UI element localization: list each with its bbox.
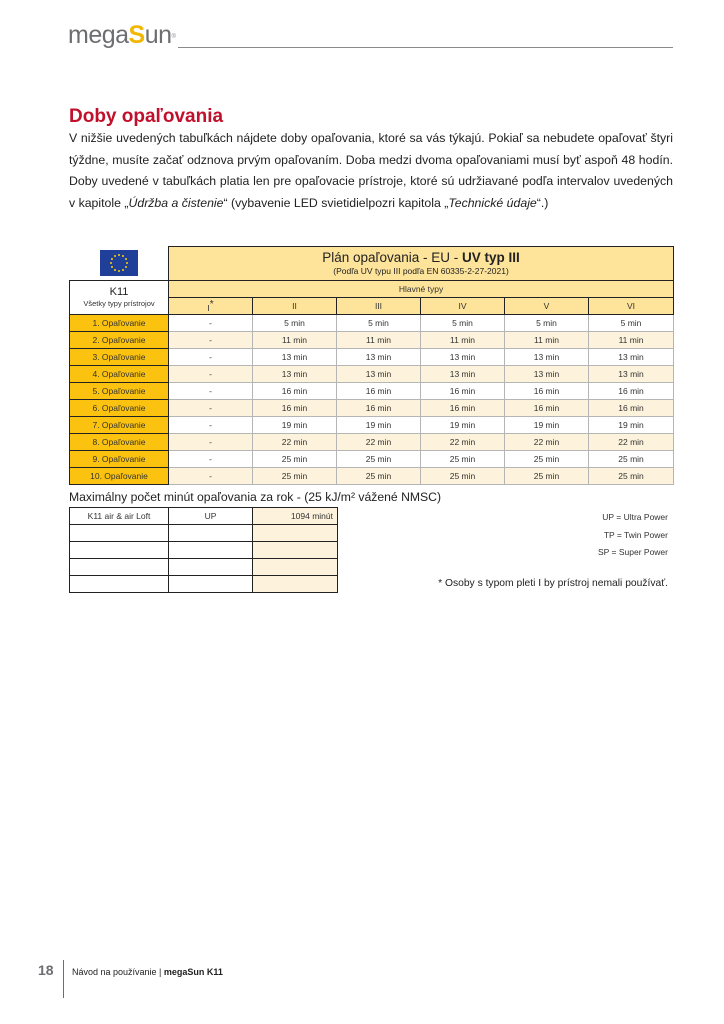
flag-star	[114, 255, 116, 257]
skin-type-footnote: * Osoby s typom pleti I by prístroj nemali používať.	[438, 578, 668, 589]
intro-paragraph	[69, 128, 673, 214]
session-duration-cell: -	[169, 366, 253, 383]
tanning-session-row	[70, 366, 674, 383]
footer-divider	[63, 960, 64, 998]
logo-text-prefix: mega	[68, 21, 129, 49]
session-duration-cell: 5 min	[589, 315, 674, 332]
tanning-session-row	[70, 417, 674, 434]
session-duration-cell: 25 min	[589, 468, 674, 485]
flag-star	[110, 262, 112, 264]
session-label: 9. Opaľovanie	[70, 451, 169, 468]
skin-type-header: VI	[589, 298, 674, 315]
session-duration-cell: 25 min	[421, 451, 505, 468]
max-minutes-row	[70, 542, 338, 559]
session-duration-cell: 11 min	[421, 332, 505, 349]
session-duration-cell: 13 min	[421, 349, 505, 366]
registered-mark: ®	[171, 34, 176, 40]
legend-item: TP = Twin Power	[603, 529, 668, 540]
session-duration-cell: 13 min	[337, 366, 421, 383]
session-duration-cell: 19 min	[253, 417, 337, 434]
session-duration-cell: 16 min	[253, 383, 337, 400]
tanning-session-row	[70, 332, 674, 349]
max-minutes-title: Maximálny počet minút opaľovania za rok - (25 kJ/m² vážené NMSC)	[69, 490, 442, 504]
session-label: 3. Opaľovanie	[70, 349, 169, 366]
minutes-cell: 1094 minút	[253, 508, 338, 525]
plan-header	[169, 247, 674, 281]
flag-star	[125, 258, 127, 260]
plan-title-prefix: Plán opaľovania - EU -	[322, 250, 463, 265]
session-duration-cell: 19 min	[337, 417, 421, 434]
footer-product: megaSun K11	[163, 967, 223, 977]
max-minutes-row	[70, 559, 338, 576]
flag-star	[126, 262, 128, 264]
footnote-mark: *	[209, 299, 214, 311]
session-duration-cell: 25 min	[421, 468, 505, 485]
max-minutes-table	[69, 507, 338, 593]
session-duration-cell: 25 min	[505, 468, 589, 485]
skin-type-header: III	[337, 298, 421, 315]
plan-title-uv-type: UV typ III	[462, 250, 520, 265]
session-label: 10. Opaľovanie	[70, 468, 169, 485]
intro-text-1: V nižšie uvedených tabuľkách nájdete doby opaľovania, ktoré sa vás týkajú. Pokiaľ sa nebudete opaľovať štyri týždne, musíte začať odznova prvým opaľovaním. Doba medzi dvoma opaľovaniami musí byť aspoň 48 hodín. Doby uvedené v tabuľkách platia len pre opaľovacie prístroje, ktoré sú udržiavané podľa intervalov uvedených v kapitole „	[69, 131, 673, 210]
model-cell	[70, 281, 169, 315]
session-label: 8. Opaľovanie	[70, 434, 169, 451]
flag-star	[118, 254, 120, 256]
model-cell: K11 air & air Loft	[70, 508, 169, 525]
session-duration-cell: 22 min	[505, 434, 589, 451]
skin-type-label: I	[207, 302, 210, 313]
session-duration-cell: 25 min	[505, 451, 589, 468]
logo-text-suffix: un	[144, 21, 172, 49]
session-label: 7. Opaľovanie	[70, 417, 169, 434]
session-label: 6. Opaľovanie	[70, 400, 169, 417]
flag-star	[125, 266, 127, 268]
minutes-cell	[253, 576, 338, 593]
plan-subtitle: (Podľa UV typu III podľa EN 60335-2-27-2021)	[333, 266, 509, 276]
session-duration-cell: 16 min	[253, 400, 337, 417]
model-cell	[70, 525, 169, 542]
session-duration-cell: 16 min	[337, 400, 421, 417]
intro-text-3: “.)	[536, 195, 549, 210]
session-duration-cell: 11 min	[253, 332, 337, 349]
model-name: K11	[109, 286, 129, 298]
session-duration-cell: 22 min	[337, 434, 421, 451]
session-duration-cell: 16 min	[589, 383, 674, 400]
max-minutes-row	[70, 576, 338, 593]
page-number: 18	[38, 962, 54, 978]
session-duration-cell: -	[169, 468, 253, 485]
session-duration-cell: 25 min	[337, 468, 421, 485]
session-duration-cell: -	[169, 383, 253, 400]
session-duration-cell: 19 min	[505, 417, 589, 434]
session-duration-cell: -	[169, 332, 253, 349]
session-duration-cell: -	[169, 451, 253, 468]
page-title: Doby opaľovania	[69, 106, 224, 127]
power-cell: UP	[169, 508, 253, 525]
session-duration-cell: -	[169, 315, 253, 332]
legend-item: UP = Ultra Power	[602, 512, 668, 522]
session-duration-cell: 11 min	[505, 332, 589, 349]
tanning-session-row	[70, 434, 674, 451]
session-duration-cell: 5 min	[421, 315, 505, 332]
session-label: 1. Opaľovanie	[70, 315, 169, 332]
session-duration-cell: 16 min	[337, 383, 421, 400]
session-duration-cell: 13 min	[253, 366, 337, 383]
session-duration-cell: 25 min	[337, 451, 421, 468]
flag-star	[111, 258, 113, 260]
session-label: 5. Opaľovanie	[70, 383, 169, 400]
intro-text-2: “ (vybavenie LED svietidielpozri kapitola „	[223, 195, 449, 210]
session-duration-cell: 16 min	[505, 383, 589, 400]
session-duration-cell: 5 min	[337, 315, 421, 332]
session-duration-cell: 5 min	[253, 315, 337, 332]
flag-cell	[70, 247, 169, 281]
tanning-session-row	[70, 400, 674, 417]
skin-type-header: V	[505, 298, 589, 315]
session-label: 2. Opaľovanie	[70, 332, 169, 349]
session-duration-cell: 19 min	[589, 417, 674, 434]
intro-chapter-ref-technical: Technické údaje	[448, 195, 537, 210]
session-duration-cell: -	[169, 434, 253, 451]
session-duration-cell: 25 min	[589, 451, 674, 468]
flag-star	[114, 269, 116, 271]
session-duration-cell: 22 min	[421, 434, 505, 451]
session-label: 4. Opaľovanie	[70, 366, 169, 383]
eu-flag-icon	[100, 250, 138, 276]
session-duration-cell: 22 min	[589, 434, 674, 451]
model-subtitle: Všetky typy prístrojov	[83, 299, 155, 308]
flag-star	[122, 269, 124, 271]
session-duration-cell: 13 min	[505, 349, 589, 366]
session-duration-cell: 25 min	[253, 468, 337, 485]
tanning-session-row	[70, 315, 674, 332]
session-duration-cell: 19 min	[421, 417, 505, 434]
session-duration-cell: 22 min	[253, 434, 337, 451]
session-duration-cell: -	[169, 349, 253, 366]
logo-text-s: S	[128, 21, 145, 49]
session-duration-cell: 25 min	[253, 451, 337, 468]
session-duration-cell: 13 min	[589, 366, 674, 383]
skin-type-header: IV	[421, 298, 505, 315]
minutes-cell	[253, 542, 338, 559]
power-cell	[169, 542, 253, 559]
session-duration-cell: 11 min	[337, 332, 421, 349]
plan-title	[169, 250, 673, 266]
session-duration-cell: 16 min	[589, 400, 674, 417]
header-divider	[178, 47, 673, 48]
flag-star	[118, 270, 120, 272]
session-duration-cell: 5 min	[505, 315, 589, 332]
model-cell	[70, 542, 169, 559]
session-duration-cell: 13 min	[253, 349, 337, 366]
intro-chapter-ref-maintenance: Údržba a čistenie	[128, 195, 224, 210]
session-duration-cell: 16 min	[505, 400, 589, 417]
minutes-cell	[253, 525, 338, 542]
footer-doc-title: Návod na používanie |	[72, 967, 164, 977]
tanning-session-row	[70, 468, 674, 485]
tanning-plan-table	[69, 246, 674, 485]
max-minutes-row	[70, 525, 338, 542]
session-duration-cell: 13 min	[337, 349, 421, 366]
model-cell	[70, 576, 169, 593]
flag-star	[111, 266, 113, 268]
minutes-cell	[253, 559, 338, 576]
model-cell	[70, 559, 169, 576]
power-cell	[169, 559, 253, 576]
tanning-session-row	[70, 349, 674, 366]
tanning-session-row	[70, 383, 674, 400]
megasun-logo	[68, 20, 175, 50]
skin-type-header: II	[253, 298, 337, 315]
flag-star	[122, 255, 124, 257]
power-legend	[598, 509, 668, 562]
session-duration-cell: 16 min	[421, 383, 505, 400]
session-duration-cell: 13 min	[505, 366, 589, 383]
tanning-session-row	[70, 451, 674, 468]
session-duration-cell: -	[169, 400, 253, 417]
skin-types-label: Hlavné typy	[169, 281, 674, 298]
max-minutes-row	[70, 508, 338, 525]
power-cell	[169, 525, 253, 542]
session-duration-cell: 13 min	[421, 366, 505, 383]
session-duration-cell: 13 min	[589, 349, 674, 366]
session-duration-cell: 11 min	[589, 332, 674, 349]
power-cell	[169, 576, 253, 593]
skin-type-header	[169, 298, 253, 315]
session-duration-cell: 16 min	[421, 400, 505, 417]
footer-text	[72, 967, 223, 977]
legend-item: SP = Super Power	[597, 547, 668, 557]
session-duration-cell: -	[169, 417, 253, 434]
